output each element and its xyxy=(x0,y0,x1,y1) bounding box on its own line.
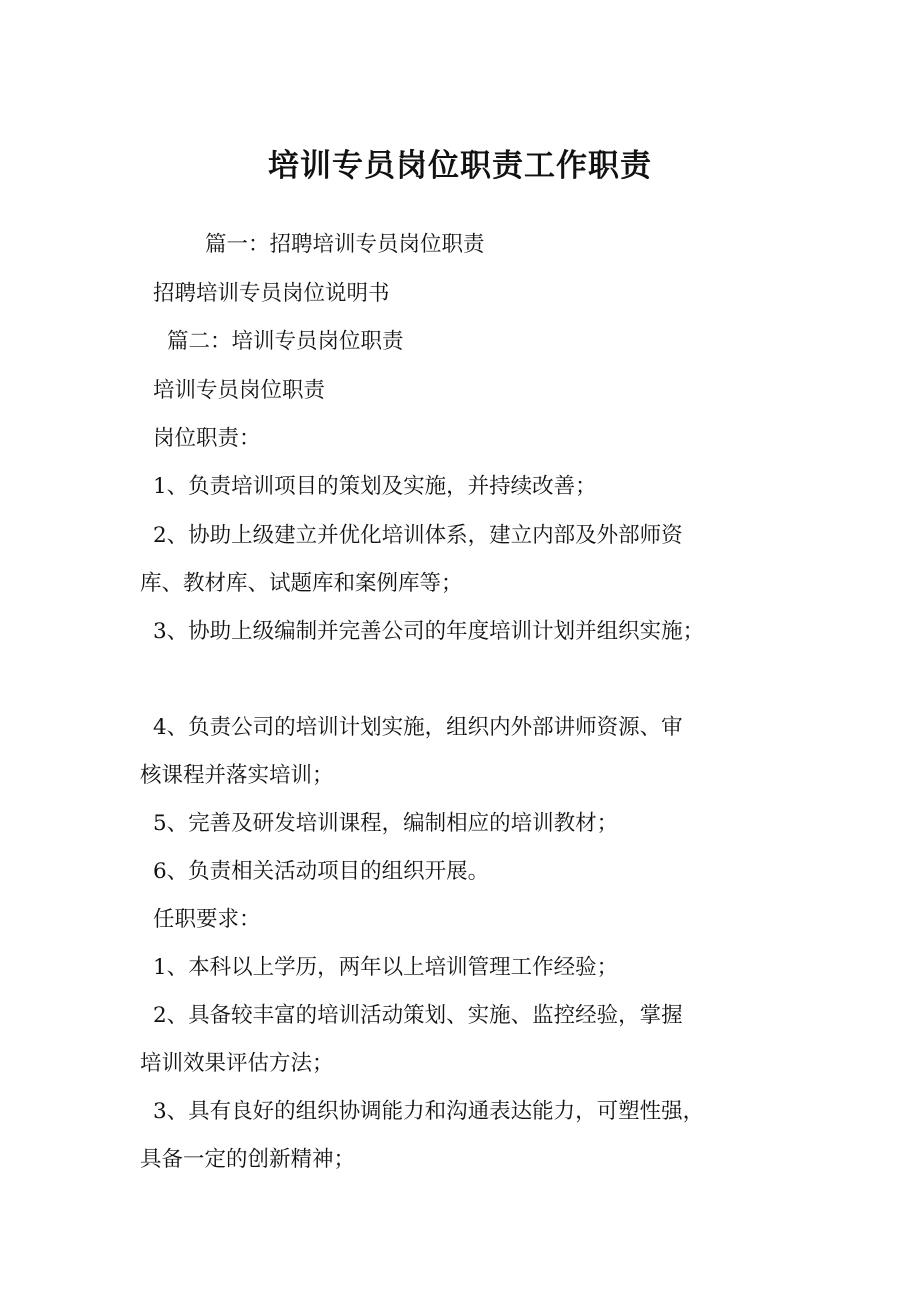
duty-item-4: 4、负责公司的培训计划实施，组织内外部讲师资源、审 xyxy=(153,715,683,740)
duty-item-1: 1、负责培训项目的策划及实施，并持续改善； xyxy=(153,474,597,499)
requirement-item-3: 3、具有良好的组织协调能力和沟通表达能力，可塑性强， xyxy=(153,1099,705,1124)
paragraph-line: 培训专员岗位职责 xyxy=(153,378,326,403)
duty-item-6: 6、负责相关活动项目的组织开展。 xyxy=(153,859,490,884)
subheading-duties: 岗位职责： xyxy=(153,426,261,451)
requirement-item-2: 2、具备较丰富的培训活动策划、实施、监控经验，掌握 xyxy=(153,1003,683,1028)
requirement-item-1: 1、本科以上学历，两年以上培训管理工作经验； xyxy=(153,955,619,980)
duty-item-5: 5、完善及研发培训课程，编制相应的培训教材； xyxy=(153,811,619,836)
duty-item-4-continued: 核课程并落实培训； xyxy=(140,763,334,788)
requirement-item-3-continued: 具备一定的创新精神； xyxy=(140,1147,356,1172)
duty-item-2-continued: 库、教材库、试题库和案例库等； xyxy=(140,571,463,596)
duty-item-2: 2、协助上级建立并优化培训体系，建立内部及外部师资 xyxy=(153,523,683,548)
requirement-item-2-continued: 培训效果评估方法； xyxy=(140,1051,334,1076)
paragraph-line: 招聘培训专员岗位说明书 xyxy=(153,281,390,306)
duty-item-3: 3、协助上级编制并完善公司的年度培训计划并组织实施； xyxy=(153,619,705,644)
section-heading-2: 篇二：培训专员岗位职责 xyxy=(167,329,404,354)
section-heading-1: 篇一：招聘培训专员岗位职责 xyxy=(205,232,485,257)
subheading-requirements: 任职要求： xyxy=(153,907,261,932)
document-title: 培训专员岗位职责工作职责 xyxy=(268,148,652,184)
